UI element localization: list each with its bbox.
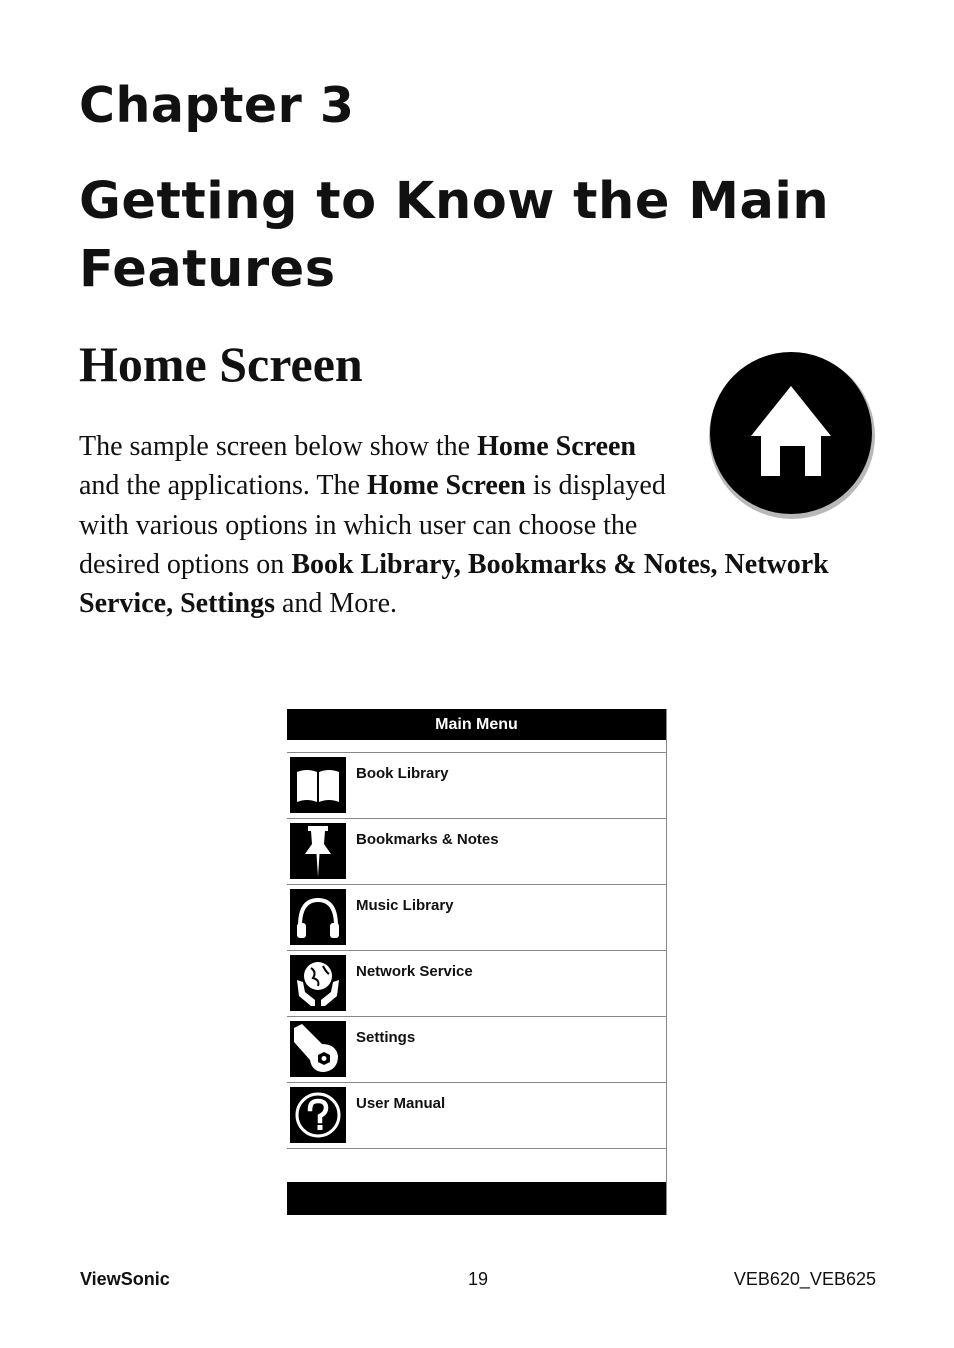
menu-item-book-library[interactable]: [287, 753, 666, 819]
menu-item-user-manual[interactable]: [287, 1083, 666, 1149]
menu-item-label: Bookmarks & Notes: [356, 831, 499, 848]
main-menu-screenshot: [287, 709, 667, 1215]
menu-item-label: Book Library: [356, 765, 449, 782]
menu-item-label: Network Service: [356, 963, 473, 980]
chapter-title: Getting to Know the Main Features: [79, 172, 830, 299]
menu-bottom-bar: [287, 1182, 666, 1215]
intro-text-2: and the applications. The: [79, 470, 367, 502]
menu-item-bookmarks-notes[interactable]: [287, 819, 666, 885]
book-icon: [290, 757, 346, 813]
section-heading: Home Screen: [79, 336, 363, 392]
headphones-icon: [290, 889, 346, 945]
intro-bold-options: Book Library, Bookmarks & Notes, Network Service, Settings: [79, 548, 829, 620]
intro-bold-home-screen-2: Home Screen: [366, 470, 526, 502]
intro-paragraph: [79, 427, 879, 623]
globe-hands-icon: [290, 955, 346, 1011]
page-number: 19: [468, 1269, 489, 1289]
main-menu-title: Main Menu: [287, 709, 666, 740]
intro-bold-home-screen: Home Screen: [477, 431, 636, 462]
menu-item-label: Music Library: [356, 897, 454, 914]
intro-text-1: The sample screen below show the: [79, 431, 478, 462]
pushpin-icon: [290, 823, 346, 879]
intro-text-4: and More.: [274, 588, 398, 620]
menu-item-label: Settings: [356, 1029, 416, 1046]
menu-item-label: User Manual: [356, 1095, 446, 1112]
menu-gap: [287, 740, 666, 753]
wrench-icon: [290, 1021, 346, 1077]
chapter-heading: Chapter 3: [79, 77, 355, 134]
intro-text-3: is displayed with various options in which user can choose the desired options on: [79, 470, 666, 580]
question-icon: [290, 1087, 346, 1143]
model-number: VEB620_VEB625: [733, 1269, 876, 1289]
menu-item-network-service[interactable]: [287, 951, 666, 1017]
menu-item-music-library[interactable]: [287, 885, 666, 951]
footer-brand: ViewSonic: [80, 1269, 170, 1289]
menu-item-settings[interactable]: [287, 1017, 666, 1083]
